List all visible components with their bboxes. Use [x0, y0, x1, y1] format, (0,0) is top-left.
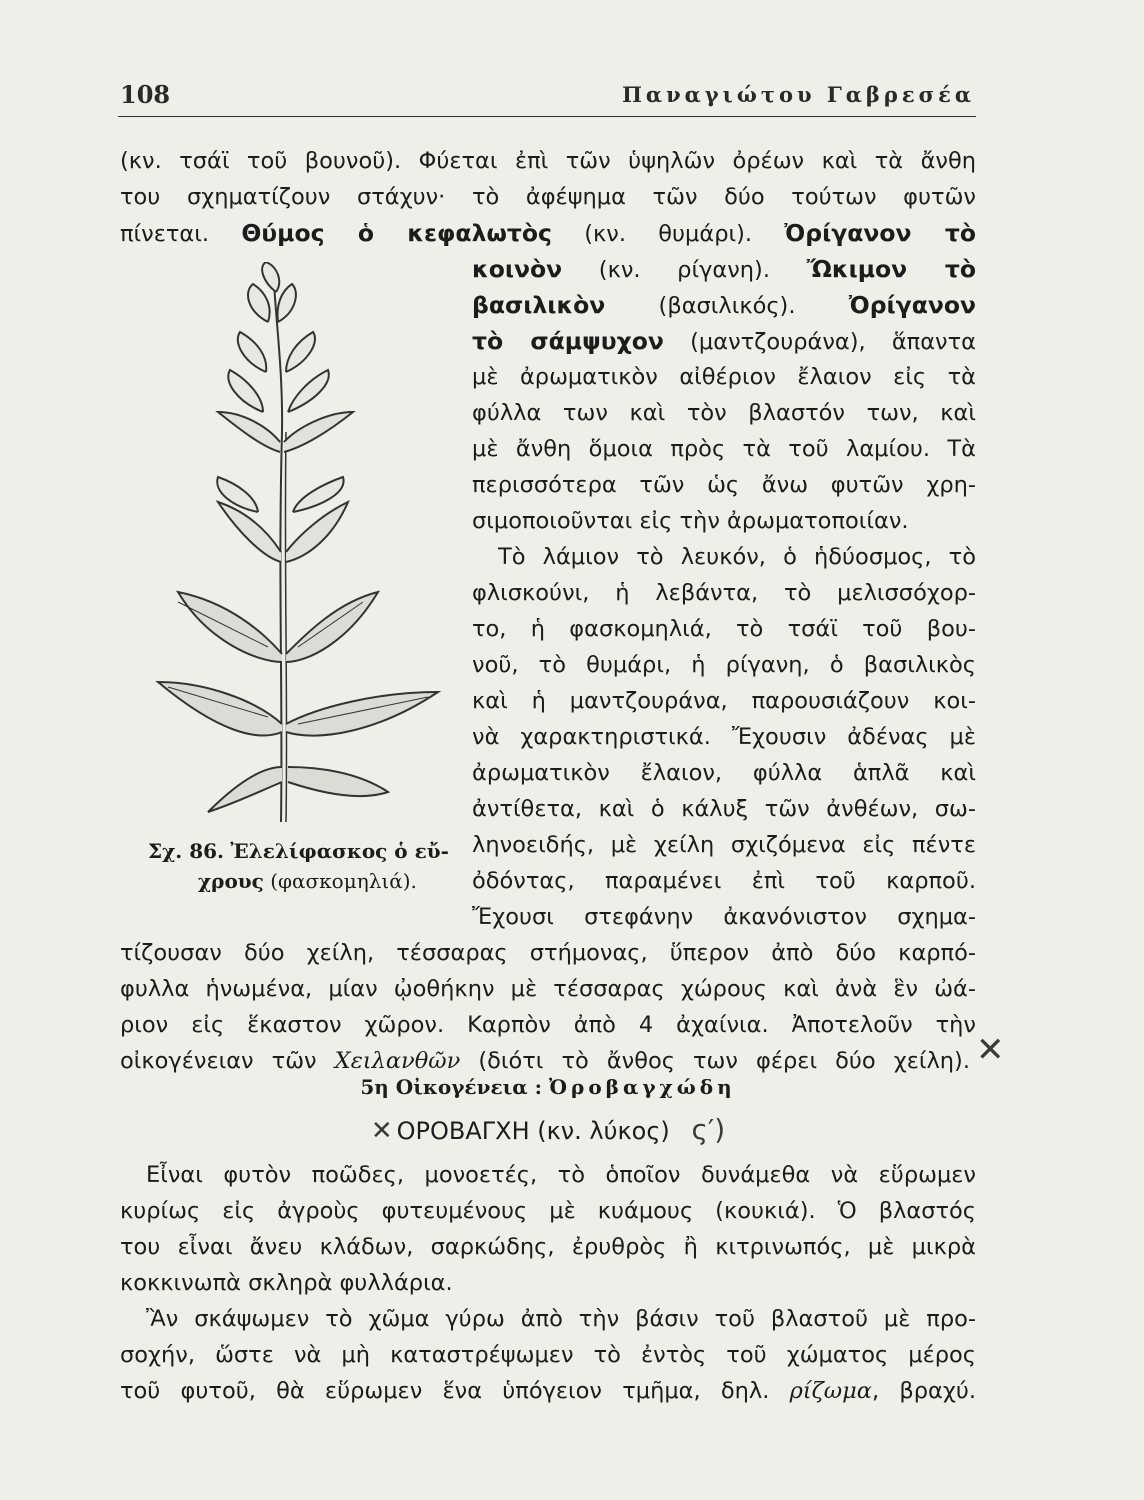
text-line: καὶ ἡ μαντζουράνα, παρουσιάζουν κοι-: [472, 688, 976, 714]
text-line: Τὸ λάμιον τὸ λευκόν, ὁ ἡδύοσμος, τὸ: [498, 544, 976, 570]
text-line: του σχηματίζουν στάχυν· τὸ ἀφέψημα τῶν δύο τούτων φυτῶν: [120, 184, 976, 210]
text-line: ὀδόντας, παραμένει ἐπὶ τοῦ καρποῦ.: [472, 868, 976, 894]
figure-label: Σχ. 86.: [148, 839, 225, 863]
species-name-cont: χρους: [198, 869, 264, 893]
text-line: νὰ χαρακτηριστικά. Ἔχουσιν ἀδένας μὲ: [472, 724, 976, 750]
text-line: μὲ ἀρωματικὸν αἰθέριον ἔλαιον εἰς τὰ: [472, 364, 976, 390]
text-line: περισσότερα τῶν ὡς ἄνω φυτῶν χρη-: [472, 472, 976, 498]
text-span: (βασιλικός).: [605, 293, 849, 319]
text-line: ληνοειδής, μὲ χείλη σχιζόμενα εἰς πέντε: [472, 832, 976, 858]
text-line: το, ἡ φασκομηλιά, τὸ τσάϊ τοῦ βου-: [472, 616, 976, 642]
text-line: φυλλα ἡνωμένα, μίαν ᾠοθήκην μὲ τέσσαρας χώρους καὶ ἀνὰ ἓν ὠά-: [120, 976, 976, 1002]
text-span: (κν. θυμάρι).: [551, 221, 785, 247]
text-line: κοκκινωπὰ σκληρὰ φυλλάρια.: [120, 1270, 453, 1296]
text-span: , βραχύ.: [871, 1378, 976, 1404]
text-line: [472, 252, 976, 287]
text-line: μὲ ἄνθη ὅμοια πρὸς τὰ τοῦ λαμίου. Τὰ: [472, 436, 976, 462]
bold-term: κοινὸν: [472, 255, 563, 283]
page-header: [120, 80, 975, 114]
header-rule: [118, 116, 976, 117]
handwritten-mark: ς′): [691, 1113, 726, 1146]
text-span: πίνεται.: [120, 221, 242, 247]
subject-heading: ΟΡΟΒΑΓΧΗ (κν. λύκος): [396, 1117, 670, 1145]
family-number: 5η Οἰκογένεια :: [360, 1075, 543, 1099]
bold-term: Ὀρίγανον τὸ: [784, 219, 976, 247]
bold-term: βασιλικὸν: [472, 291, 606, 319]
sage-plant-illustration: [148, 262, 448, 844]
text-line: σοχήν, ὥστε νὰ μὴ καταστρέψωμεν τὸ ἐντὸς τοῦ χώματος μέρος: [120, 1342, 976, 1368]
text-line: [472, 288, 976, 323]
text-span: (κν. ρίγανη).: [562, 257, 807, 283]
common-name: (φασκομηλιά).: [270, 869, 417, 893]
bold-term: τὸ σάμψυχον: [472, 327, 664, 355]
text-line: σιμοποιοῦνται εἰς τὴν ἀρωματοποιίαν.: [472, 508, 909, 534]
family-name: Ὀροβαγχώδη: [549, 1075, 736, 1099]
subject-title: [120, 1112, 976, 1149]
text-line: [472, 324, 976, 359]
bold-term: Ὤκιμον τὸ: [806, 255, 976, 283]
text-line: ἀρωματικὸν ἔλαιον, φύλλα ἁπλᾶ καὶ: [472, 760, 976, 786]
text-line: κυρίως εἰς ἀγροὺς φυτευμένους μὲ κυάμους (κουκιά). Ὁ βλαστός: [120, 1198, 976, 1224]
text-line: του εἶναι ἄνευ κλάδων, σαρκώδης, ἐρυθρὸς ἢ κιτρινωπός, μὲ μικρὰ: [120, 1234, 976, 1260]
text-line: φλισκούνι, ἡ λεβάντα, τὸ μελισσόχορ-: [472, 580, 976, 606]
text-line: ριον εἰς ἕκαστον χῶρον. Καρπὸν ἀπὸ 4 ἀχαίνια. Ἀποτελοῦν τὴν: [120, 1012, 976, 1038]
text-line: ἀντίθετα, καὶ ὁ κάλυξ τῶν ἀνθέων, σω-: [472, 796, 976, 822]
text-line: νοῦ, τὸ θυμάρι, ἡ ρίγανη, ὁ βασιλικὸς: [472, 652, 976, 678]
text-span: τοῦ φυτοῦ, θὰ εὕρωμεν ἕνα ὑπόγειον τμῆμα, δηλ.: [120, 1378, 790, 1404]
text-span: (διότι τὸ ἄνθος των φέρει δύο χείλη).: [460, 1048, 970, 1074]
text-span: (μαντζουράνα), ἅπαντα: [663, 329, 977, 355]
species-name: Ἐλελίφασκος ὁ εὔ-: [230, 839, 449, 863]
running-head: Παναγιώτου Γαβρεσέα: [622, 82, 975, 107]
figure-caption: [148, 836, 458, 896]
text-line: τίζουσαν δύο χείλη, τέσσαρας στήμονας, ὕπερον ἀπὸ δύο καρπό-: [120, 940, 976, 966]
text-line: Ἔχουσι στεφάνην ἀκανόνιστον σχημα-: [472, 904, 976, 930]
page-number: 108: [120, 80, 171, 109]
bold-term: Θύμος ὁ κεφαλωτὸς: [241, 219, 552, 247]
text-line: [120, 216, 976, 251]
text-line: [120, 1374, 976, 1408]
section-title: [120, 1072, 976, 1102]
caption-line: [148, 836, 458, 866]
italic-term: Χειλανθῶν: [334, 1048, 461, 1074]
text-span: οἰκογένειαν τῶν: [120, 1048, 335, 1074]
text-line: Ἂν σκάψωμεν τὸ χῶμα γύρω ἀπὸ τὴν βάσιν τοῦ βλαστοῦ μὲ προ-: [146, 1306, 976, 1332]
bold-term: Ὀρίγανον: [848, 291, 976, 319]
handwritten-cross-mark: ✕: [370, 1116, 393, 1146]
text-line: (κν. τσάϊ τοῦ βουνοῦ). Φύεται ἐπὶ τῶν ὑψηλῶν ὀρέων καὶ τὰ ἄνθη: [120, 148, 976, 174]
text-line: Εἶναι φυτὸν ποῶδες, μονοετές, τὸ ὁποῖον δυνάμεθα νὰ εὕρωμεν: [146, 1162, 976, 1188]
handwritten-cross-mark: ✕: [976, 1030, 1005, 1070]
caption-line: [148, 866, 458, 896]
italic-term: ρίζωμα: [789, 1378, 872, 1404]
text-line: φύλλα των καὶ τὸν βλαστόν των, καὶ: [472, 400, 976, 426]
